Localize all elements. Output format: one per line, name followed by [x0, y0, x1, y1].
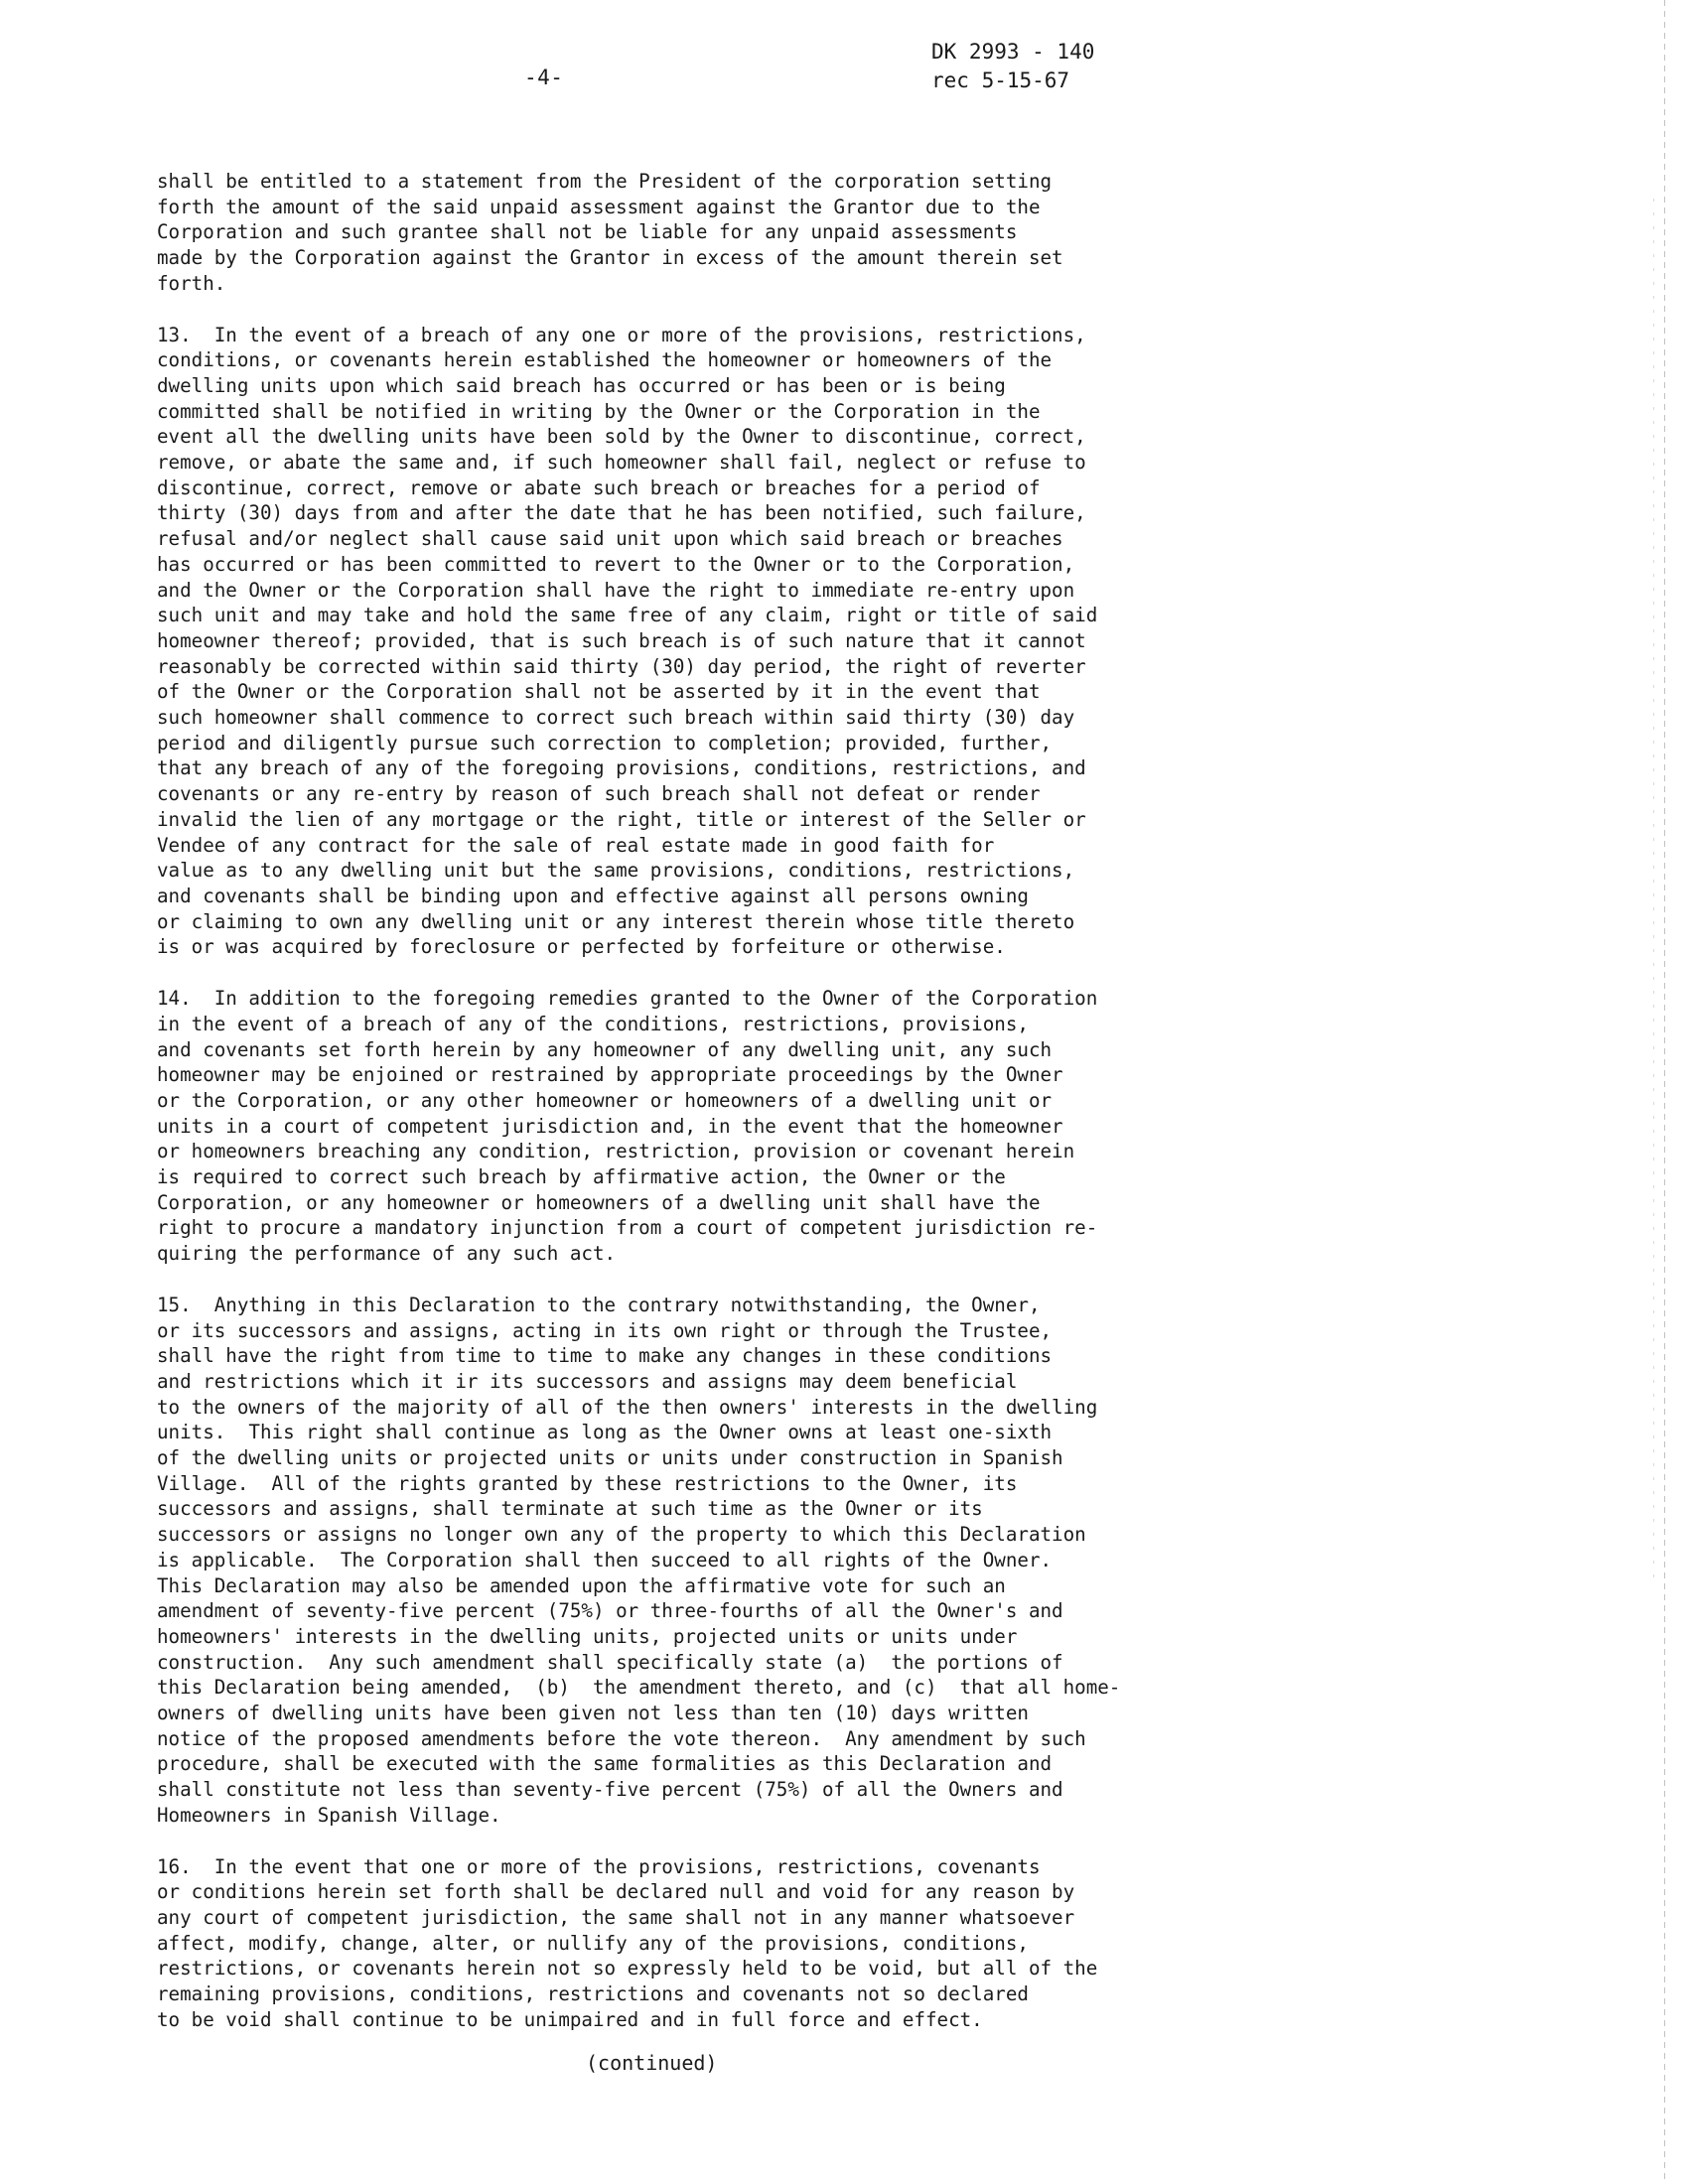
- paragraph: [157, 323, 1219, 961]
- text-line: of the Owner or the Corporation shall not be asserted by it in the event that: [157, 680, 1041, 704]
- text-line: forth the amount of the said unpaid assessment against the Grantor due to the: [157, 195, 1041, 218]
- text-line: invalid the lien of any mortgage or the right, title or interest of the Seller or: [157, 807, 1086, 831]
- scan-edge-line: [1664, 0, 1665, 2184]
- text-line: 15. Anything in this Declaration to the contrary notwithstanding, the Owner,: [157, 1293, 1041, 1316]
- text-line: or conditions herein set forth shall be declared null and void for any reason by: [157, 1880, 1075, 1904]
- text-line: and covenants shall be binding upon and effective against all persons owning: [157, 884, 1029, 907]
- text-line: any court of competent jurisdiction, the same shall not in any manner whatsoever: [157, 1906, 1075, 1929]
- text-line: successors and assigns, shall terminate at such time as the Owner or its: [157, 1497, 983, 1521]
- text-line: 13. In the event of a breach of any one or more of the provisions, restrictions,: [157, 323, 1086, 346]
- text-line: of the dwelling units or projected units or units under construction in Spanish: [157, 1446, 1063, 1470]
- doc-ref-recorded: rec 5-15-67: [931, 68, 1070, 92]
- text-line: Village. All of the rights granted by these restrictions to the Owner, its: [157, 1471, 1018, 1495]
- text-line: or claiming to own any dwelling unit or any interest therein whose title thereto: [157, 909, 1075, 933]
- text-line: Corporation, or any homeowner or homeowners of a dwelling unit shall have the: [157, 1190, 1041, 1214]
- paragraph: [157, 1854, 1219, 2033]
- text-line: forth.: [157, 271, 226, 295]
- text-line: and covenants set forth herein by any homeowner of any dwelling unit, any such: [157, 1037, 1053, 1061]
- text-line: committed shall be notified in writing by the Owner or the Corporation in the: [157, 399, 1041, 423]
- doc-ref-book: DK 2993 - 140: [931, 40, 1095, 64]
- text-line: Vendee of any contract for the sale of real estate made in good faith for: [157, 833, 995, 857]
- scan-edge-line-inner: [1653, 199, 1654, 1588]
- text-line: owners of dwelling units have been given not less than ten (10) days written: [157, 1702, 1029, 1725]
- text-line: remaining provisions, conditions, restrictions and covenants not so declared: [157, 1982, 1029, 2006]
- text-line: units. This right shall continue as long as the Owner owns at least one-sixth: [157, 1421, 1053, 1444]
- paragraph: [157, 1293, 1219, 1829]
- text-line: to the owners of the majority of all of the then owners' interests in the dwelling: [157, 1395, 1098, 1419]
- paragraph: [157, 986, 1219, 1267]
- text-line: homeowners' interests in the dwelling units, projected units or units under: [157, 1624, 1018, 1648]
- text-line: this Declaration being amended, (b) the amendment thereto, and (c) that all home-: [157, 1676, 1121, 1700]
- text-line: shall constitute not less than seventy-five percent (75%) of all the Owners and: [157, 1778, 1063, 1802]
- text-line: homeowner thereof; provided, that is such breach is of such nature that it cannot: [157, 628, 1086, 652]
- text-line: event all the dwelling units have been sold by the Owner to discontinue, correct,: [157, 425, 1086, 449]
- text-line: conditions, or covenants herein established the homeowner or homeowners of the: [157, 348, 1053, 372]
- text-line: affect, modify, change, alter, or nullify any of the provisions, conditions,: [157, 1931, 1029, 1955]
- text-line: such unit and may take and hold the same free of any claim, right or title of said: [157, 604, 1098, 627]
- text-line: and restrictions which it ir its successors and assigns may deem beneficial: [157, 1369, 1018, 1393]
- text-line: or its successors and assigns, acting in its own right or through the Trustee,: [157, 1318, 1053, 1342]
- text-line: Homeowners in Spanish Village.: [157, 1803, 501, 1827]
- text-line: Corporation and such grantee shall not be liable for any unpaid assessments: [157, 220, 1018, 244]
- text-line: shall be entitled to a statement from the President of the corporation setting: [157, 170, 1053, 193]
- text-line: period and diligently pursue such correction to completion; provided, further,: [157, 731, 1053, 754]
- text-line: reasonably be corrected within said thirty (30) day period, the right of reverter: [157, 654, 1086, 678]
- text-line: has occurred or has been committed to revert to the Owner or to the Corporation,: [157, 552, 1075, 576]
- text-line: is required to correct such breach by affirmative action, the Owner or the: [157, 1165, 1006, 1189]
- text-line: shall have the right from time to time to make any changes in these conditions: [157, 1344, 1053, 1368]
- text-line: is or was acquired by foreclosure or perfected by forfeiture or otherwise.: [157, 935, 1006, 959]
- text-line: right to procure a mandatory injunction from a court of competent jurisdiction re-: [157, 1216, 1098, 1240]
- text-line: procedure, shall be executed with the same formalities as this Declaration and: [157, 1752, 1053, 1776]
- text-line: made by the Corporation against the Grantor in excess of the amount therein set: [157, 246, 1063, 270]
- text-line: amendment of seventy-five percent (75%) or three-fourths of all the Owner's and: [157, 1599, 1063, 1623]
- text-line: in the event of a breach of any of the conditions, restrictions, provisions,: [157, 1012, 1029, 1035]
- text-line: such homeowner shall commence to correct such breach within said thirty (30) day: [157, 706, 1075, 730]
- text-line: is applicable. The Corporation shall then succeed to all rights of the Owner.: [157, 1548, 1053, 1571]
- text-line: successors or assigns no longer own any of the property to which this Declaration: [157, 1523, 1086, 1547]
- text-line: 14. In addition to the foregoing remedies granted to the Owner of the Corporation: [157, 987, 1098, 1011]
- text-line: 16. In the event that one or more of the provisions, restrictions, covenants: [157, 1854, 1041, 1878]
- text-line: construction. Any such amendment shall specifically state (a) the portions of: [157, 1650, 1063, 1674]
- text-line: refusal and/or neglect shall cause said unit upon which said breach or breaches: [157, 527, 1063, 551]
- text-line: and the Owner or the Corporation shall have the right to immediate re-entry upon: [157, 578, 1075, 602]
- text-line: value as to any dwelling unit but the same provisions, conditions, restrictions,: [157, 859, 1075, 883]
- text-line: quiring the performance of any such act.: [157, 1242, 617, 1266]
- text-line: or homeowners breaching any condition, restriction, provision or covenant herein: [157, 1140, 1075, 1163]
- text-line: that any breach of any of the foregoing provisions, conditions, restrictions, and: [157, 756, 1086, 780]
- text-line: units in a court of competent jurisdiction and, in the event that the homeowner: [157, 1114, 1063, 1138]
- text-line: This Declaration may also be amended upon the affirmative vote for such an: [157, 1573, 1006, 1597]
- text-line: to be void shall continue to be unimpaired and in full force and effect.: [157, 2007, 983, 2031]
- document-body: [157, 169, 1219, 2059]
- continued-note: (continued): [586, 2051, 718, 2075]
- text-line: homeowner may be enjoined or restrained by appropriate proceedings by the Owner: [157, 1063, 1063, 1087]
- text-line: restrictions, or covenants herein not so expressly held to be void, but all of the: [157, 1957, 1098, 1980]
- text-line: or the Corporation, or any other homeowner or homeowners of a dwelling unit or: [157, 1088, 1053, 1112]
- text-line: discontinue, correct, remove or abate such breach or breaches for a period of: [157, 476, 1041, 499]
- text-line: remove, or abate the same and, if such homeowner shall fail, neglect or refuse to: [157, 451, 1086, 475]
- document-reference: [931, 38, 1094, 95]
- paragraph: [157, 169, 1219, 297]
- page-number: -4-: [524, 66, 564, 89]
- text-line: notice of the proposed amendments before the vote thereon. Any amendment by such: [157, 1726, 1086, 1750]
- text-line: covenants or any re-entry by reason of such breach shall not defeat or render: [157, 782, 1041, 806]
- text-line: thirty (30) days from and after the date that he has been notified, such failure,: [157, 501, 1086, 525]
- text-line: dwelling units upon which said breach has occurred or has been or is being: [157, 373, 1006, 397]
